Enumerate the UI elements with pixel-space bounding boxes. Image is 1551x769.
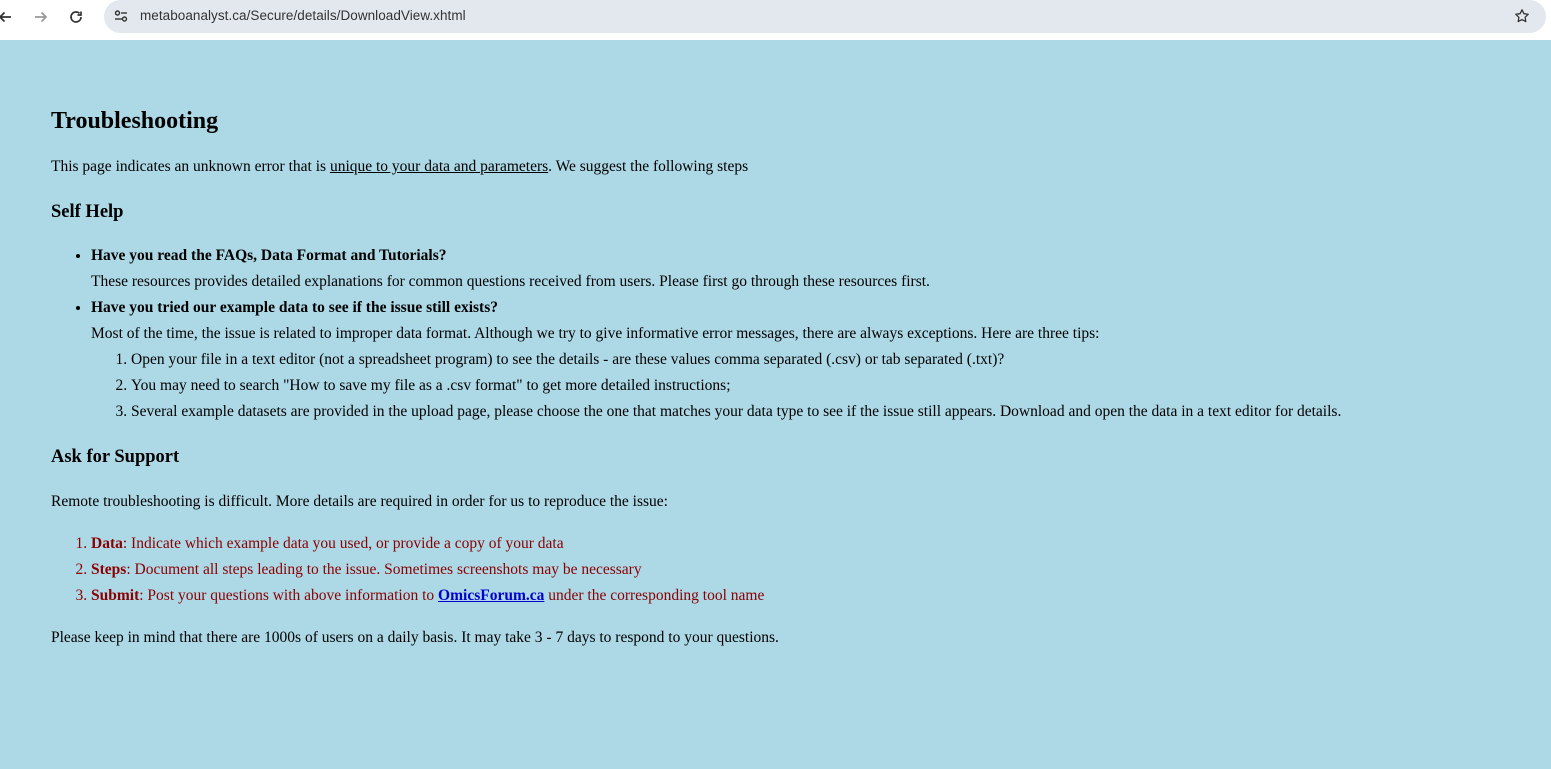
omicsforum-link[interactable]: OmicsForum.ca	[438, 587, 545, 604]
support-item-text: : Post your questions with above information to	[139, 587, 439, 604]
tips-list	[91, 347, 1341, 425]
self-help-heading: Self Help	[51, 202, 124, 222]
support-item	[91, 583, 764, 609]
intro-suffix: . We suggest the following steps	[548, 158, 749, 175]
support-item-label: Data	[91, 535, 123, 552]
intro-underlined: unique to your data and parameters	[329, 158, 549, 175]
self-help-list	[51, 243, 1341, 425]
support-item-label: Submit	[91, 587, 140, 604]
support-item	[91, 531, 764, 557]
help-answer: Most of the time, the issue is related to improper data format. Although we try to give informative error messages, there are always exceptions. Here are three tips:	[91, 325, 1100, 342]
arrow-left-icon[interactable]	[0, 6, 16, 28]
tune-icon[interactable]	[110, 5, 132, 27]
help-answer: These resources provides detailed explanations for common questions received from users. Please first go through these resources first.	[91, 273, 930, 290]
list-item	[91, 295, 1341, 425]
support-item-after: under the corresponding tool name	[544, 587, 765, 604]
tip-item: 1. Open your file in a text editor (not a spreadsheet program) to see the details - are these values comma separated (.csv) or tab separated (.txt)?	[131, 347, 1341, 373]
browser-toolbar	[0, 0, 1551, 40]
star-icon[interactable]	[1512, 6, 1532, 26]
page-content	[0, 40, 1551, 769]
support-item-label: Steps	[91, 561, 127, 578]
url-text[interactable]: metaboanalyst.ca/Secure/details/DownloadView.xhtml	[140, 8, 466, 23]
intro-prefix: This page indicates an unknown error that is	[51, 158, 330, 175]
page-title: Troubleshooting	[51, 108, 219, 134]
reload-icon[interactable]	[65, 6, 87, 28]
tip-item: 2. You may need to search "How to save my file as a .csv format" to get more detailed instructions;	[131, 373, 1341, 399]
intro-paragraph	[51, 154, 748, 180]
support-list	[51, 531, 764, 609]
address-bar[interactable]	[104, 0, 1546, 33]
help-question: Have you read the FAQs, Data Format and Tutorials?	[91, 247, 447, 264]
tip-item: 3. Several example datasets are provided in the upload page, please choose the one that matches your data type to see if the issue still appears. Download and open the data in a text editor for details.	[131, 399, 1341, 425]
list-item	[91, 243, 1341, 295]
support-item-text: : Document all steps leading to the issue. Sometimes screenshots may be necessary	[126, 561, 642, 578]
support-heading: Ask for Support	[51, 447, 180, 467]
closing-paragraph: Please keep in mind that there are 1000s of users on a daily basis. It may take 3 - 7 days to respond to your questions.	[51, 629, 779, 646]
arrow-right-icon[interactable]	[30, 6, 52, 28]
support-intro: Remote troubleshooting is difficult. More details are required in order for us to reproduce the issue:	[51, 493, 668, 510]
support-item	[91, 557, 764, 583]
support-item-text: : Indicate which example data you used, or provide a copy of your data	[122, 535, 564, 552]
help-question: Have you tried our example data to see if the issue still exists?	[91, 299, 498, 316]
